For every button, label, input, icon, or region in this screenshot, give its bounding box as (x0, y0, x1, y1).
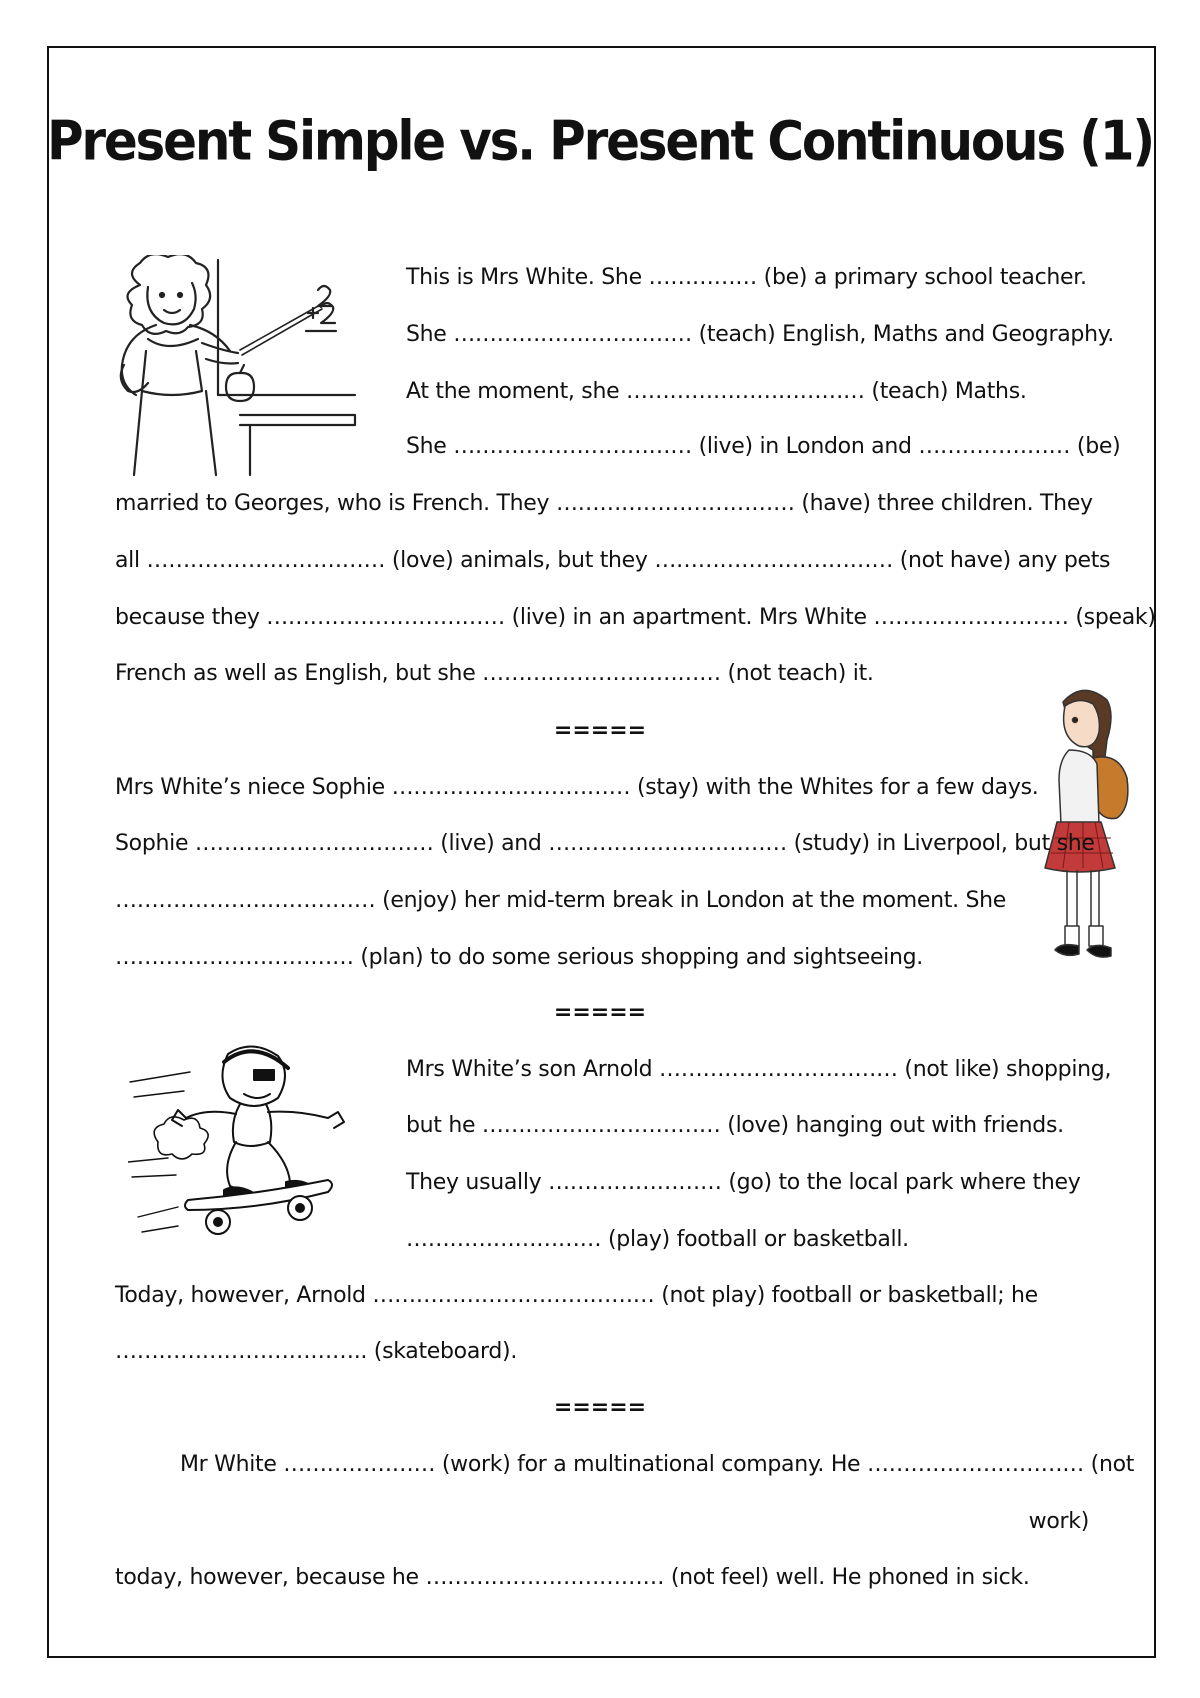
section2-line: Sophie …………………………… (live) and …………………………… (study) in Liverpool, but she (115, 831, 1095, 856)
section4-line: work) (1028, 1509, 1089, 1534)
section1-line: because they …………………………… (live) in an apartment. Mrs White ……………………… (speak) (115, 605, 1156, 630)
section3-line: Today, however, Arnold ………………………………… (not play) football or basketball; he (115, 1283, 1038, 1308)
section2-line: …………………………… (plan) to do some serious shopping and sightseeing. (115, 945, 923, 970)
section3-line: They usually …………………… (go) to the local park where they (406, 1170, 1081, 1195)
separator: ===== (553, 718, 647, 743)
worksheet-title: Present Simple vs. Present Continuous (1) (46, 109, 1154, 173)
section3-line: but he …………………………… (love) hanging out with friends. (406, 1113, 1064, 1138)
section4-line: today, however, because he …………………………… (not feel) well. He phoned in sick. (115, 1565, 1030, 1590)
section2-line: ……………………………… (enjoy) her mid-term break in London at the moment. She (115, 888, 1007, 913)
section1-line: This is Mrs White. She …………… (be) a primary school teacher. (406, 265, 1087, 290)
separator: ===== (553, 1395, 647, 1420)
section3-line: …………………………….. (skateboard). (115, 1339, 518, 1364)
separator: ===== (553, 1000, 647, 1025)
section2-line: Mrs White’s niece Sophie …………………………… (stay) with the Whites for a few days. (115, 775, 1039, 800)
teacher-illustration (110, 255, 365, 480)
section1-line: married to Georges, who is French. They …………………………… (have) three children. They (115, 491, 1093, 516)
section1-line: At the moment, she …………………………… (teach) Maths. (406, 379, 1027, 404)
section3-line: Mrs White’s son Arnold …………………………… (not like) shopping, (406, 1057, 1112, 1082)
section1-line: She …………………………… (teach) English, Maths and Geography. (406, 322, 1114, 347)
section3-line: ……………………… (play) football or basketball. (406, 1227, 909, 1252)
skateboarder-illustration (128, 1042, 358, 1247)
section1-line: She …………………………… (live) in London and ………………… (be) (406, 434, 1121, 459)
section1-line: all …………………………… (love) animals, but they …………………………… (not have) any pets (115, 548, 1111, 573)
section4-line: Mr White ………………… (work) for a multinational company. He ………………………… (not (180, 1452, 1135, 1477)
section1-line: French as well as English, but she …………………………… (not teach) it. (115, 661, 874, 686)
